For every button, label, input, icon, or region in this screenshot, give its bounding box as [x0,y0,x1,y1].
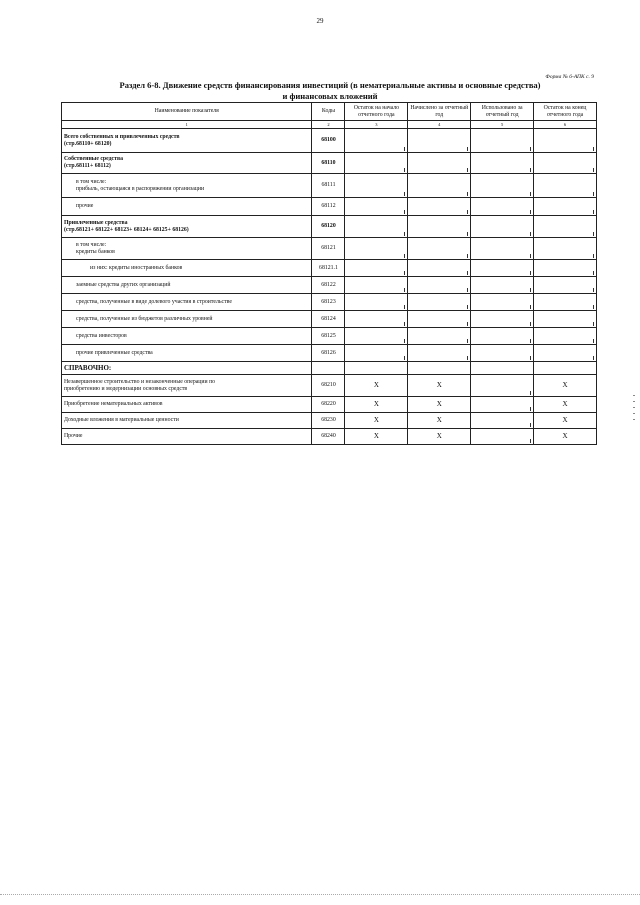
scan-edge-line [0,894,640,895]
row-code: 68123 [312,294,345,311]
form-code: Форма № 6-АПК с. 9 [545,74,594,80]
row-name: Незавершенное строительство и незаконченные операции по приобретению и модернизации основных средств [62,375,312,397]
value-cell [534,198,597,216]
row-name: Всего собственных и привлеченных средств (стр.68110+ 68120) [62,129,312,153]
table-row [62,413,597,429]
table-row [62,294,597,311]
row-code: 68111 [312,174,345,198]
value-cell [345,311,408,328]
value-cell [471,294,534,311]
value-cell [534,153,597,174]
row-code: 68100 [312,129,345,153]
value-cell [345,260,408,277]
value-cell [408,174,471,198]
table-row [62,397,597,413]
table-row [62,328,597,345]
value-cell [471,198,534,216]
row-name: заемные средства других организаций [62,277,312,294]
reference-label: СПРАВОЧНО: [62,362,312,375]
value-cell [471,238,534,260]
value-cell [345,174,408,198]
x-mark: X [408,375,471,397]
row-name: прочие привлеченные средства [62,345,312,362]
value-cell [345,345,408,362]
scan-marks [633,395,636,435]
x-mark: X [345,375,408,397]
x-mark: X [534,413,597,429]
value-cell [408,345,471,362]
header-col4: Начислено за отчетный год [408,103,471,121]
table-row [62,129,597,153]
value-cell [408,238,471,260]
x-mark: X [345,397,408,413]
value-cell [408,198,471,216]
value-cell [471,429,534,445]
value-cell [471,174,534,198]
value-cell [534,260,597,277]
row-name: прочие [62,198,312,216]
value-cell [408,294,471,311]
value-cell [534,174,597,198]
section-title [60,80,600,101]
value-cell [534,294,597,311]
value-cell [408,129,471,153]
table-row [62,198,597,216]
row-name: из них: кредиты иностранных банков [62,260,312,277]
value-cell [534,311,597,328]
value-cell [345,328,408,345]
value-cell [471,397,534,413]
value-cell [345,216,408,238]
value-cell [345,129,408,153]
x-mark: X [534,375,597,397]
header-col5: Использовано за отчетный год [471,103,534,121]
value-cell [408,328,471,345]
title-line-1: Раздел 6-8. Движение средств финансирования инвестиций (в нематериальные активы и основные средства) [119,80,541,90]
col-number: 1 [62,121,312,129]
title-line-2: и финансовых вложений [282,90,378,101]
col-number: 4 [408,121,471,129]
row-code: 68112 [312,198,345,216]
x-mark: X [408,429,471,445]
row-code: 68110 [312,153,345,174]
value-cell [534,216,597,238]
x-mark: X [408,413,471,429]
row-code: 68240 [312,429,345,445]
table-row [62,277,597,294]
value-cell [534,328,597,345]
value-cell [408,153,471,174]
value-cell [534,238,597,260]
table-row [62,153,597,174]
row-code: 68122 [312,277,345,294]
row-code: 68121.1 [312,260,345,277]
value-cell [408,216,471,238]
row-name: в том числе: прибыль, остающаяся в распоряжении организации [62,174,312,198]
row-code: 68120 [312,216,345,238]
row-code: 68121 [312,238,345,260]
header-name: Наименование показателя [62,103,312,121]
row-name: в том числе: кредиты банков [62,238,312,260]
header-col6: Остаток на конец отчетного года [534,103,597,121]
table-row [62,311,597,328]
col-number: 5 [471,121,534,129]
value-cell [534,277,597,294]
value-cell [534,345,597,362]
value-cell [345,198,408,216]
value-cell [471,153,534,174]
table-row [62,238,597,260]
row-name: Приобретение нематериальных активов [62,397,312,413]
value-cell [471,129,534,153]
value-cell [345,238,408,260]
row-name: Доходные вложения в материальные ценности [62,413,312,429]
row-name: Собственные средства (стр.68111+ 68112) [62,153,312,174]
value-cell [408,260,471,277]
reference-row [62,362,597,375]
table-row [62,260,597,277]
table-row [62,345,597,362]
x-mark: X [534,429,597,445]
value-cell [408,277,471,294]
value-cell [345,277,408,294]
row-name: средства, полученные из бюджетов различных уровней [62,311,312,328]
x-mark: X [345,429,408,445]
x-mark: X [345,413,408,429]
row-code: 68126 [312,345,345,362]
row-name: Привлеченные средства (стр.68121+ 68122+ 68123+ 68124+ 68125+ 68126) [62,216,312,238]
row-name: средства, полученные в виде долевого участия в строительстве [62,294,312,311]
value-cell [345,153,408,174]
col-number: 6 [534,121,597,129]
header-col3: Остаток на начало отчетного года [345,103,408,121]
col-number: 3 [345,121,408,129]
table-row [62,429,597,445]
header-code: Коды [312,103,345,121]
value-cell [408,311,471,328]
table-row [62,174,597,198]
row-code: 68124 [312,311,345,328]
value-cell [471,375,534,397]
row-code: 68230 [312,413,345,429]
row-name: средства инвесторов [62,328,312,345]
value-cell [471,216,534,238]
value-cell [345,294,408,311]
table-row [62,375,597,397]
row-name: Прочие [62,429,312,445]
col-number: 2 [312,121,345,129]
value-cell [471,413,534,429]
row-code: 68220 [312,397,345,413]
x-mark: X [408,397,471,413]
value-cell [471,260,534,277]
table-row [62,216,597,238]
investment-financing-table [61,102,597,445]
value-cell [471,345,534,362]
x-mark: X [534,397,597,413]
row-code: 68125 [312,328,345,345]
row-code: 68210 [312,375,345,397]
value-cell [471,311,534,328]
value-cell [471,277,534,294]
page-number: 29 [316,17,324,25]
value-cell [471,328,534,345]
value-cell [534,129,597,153]
